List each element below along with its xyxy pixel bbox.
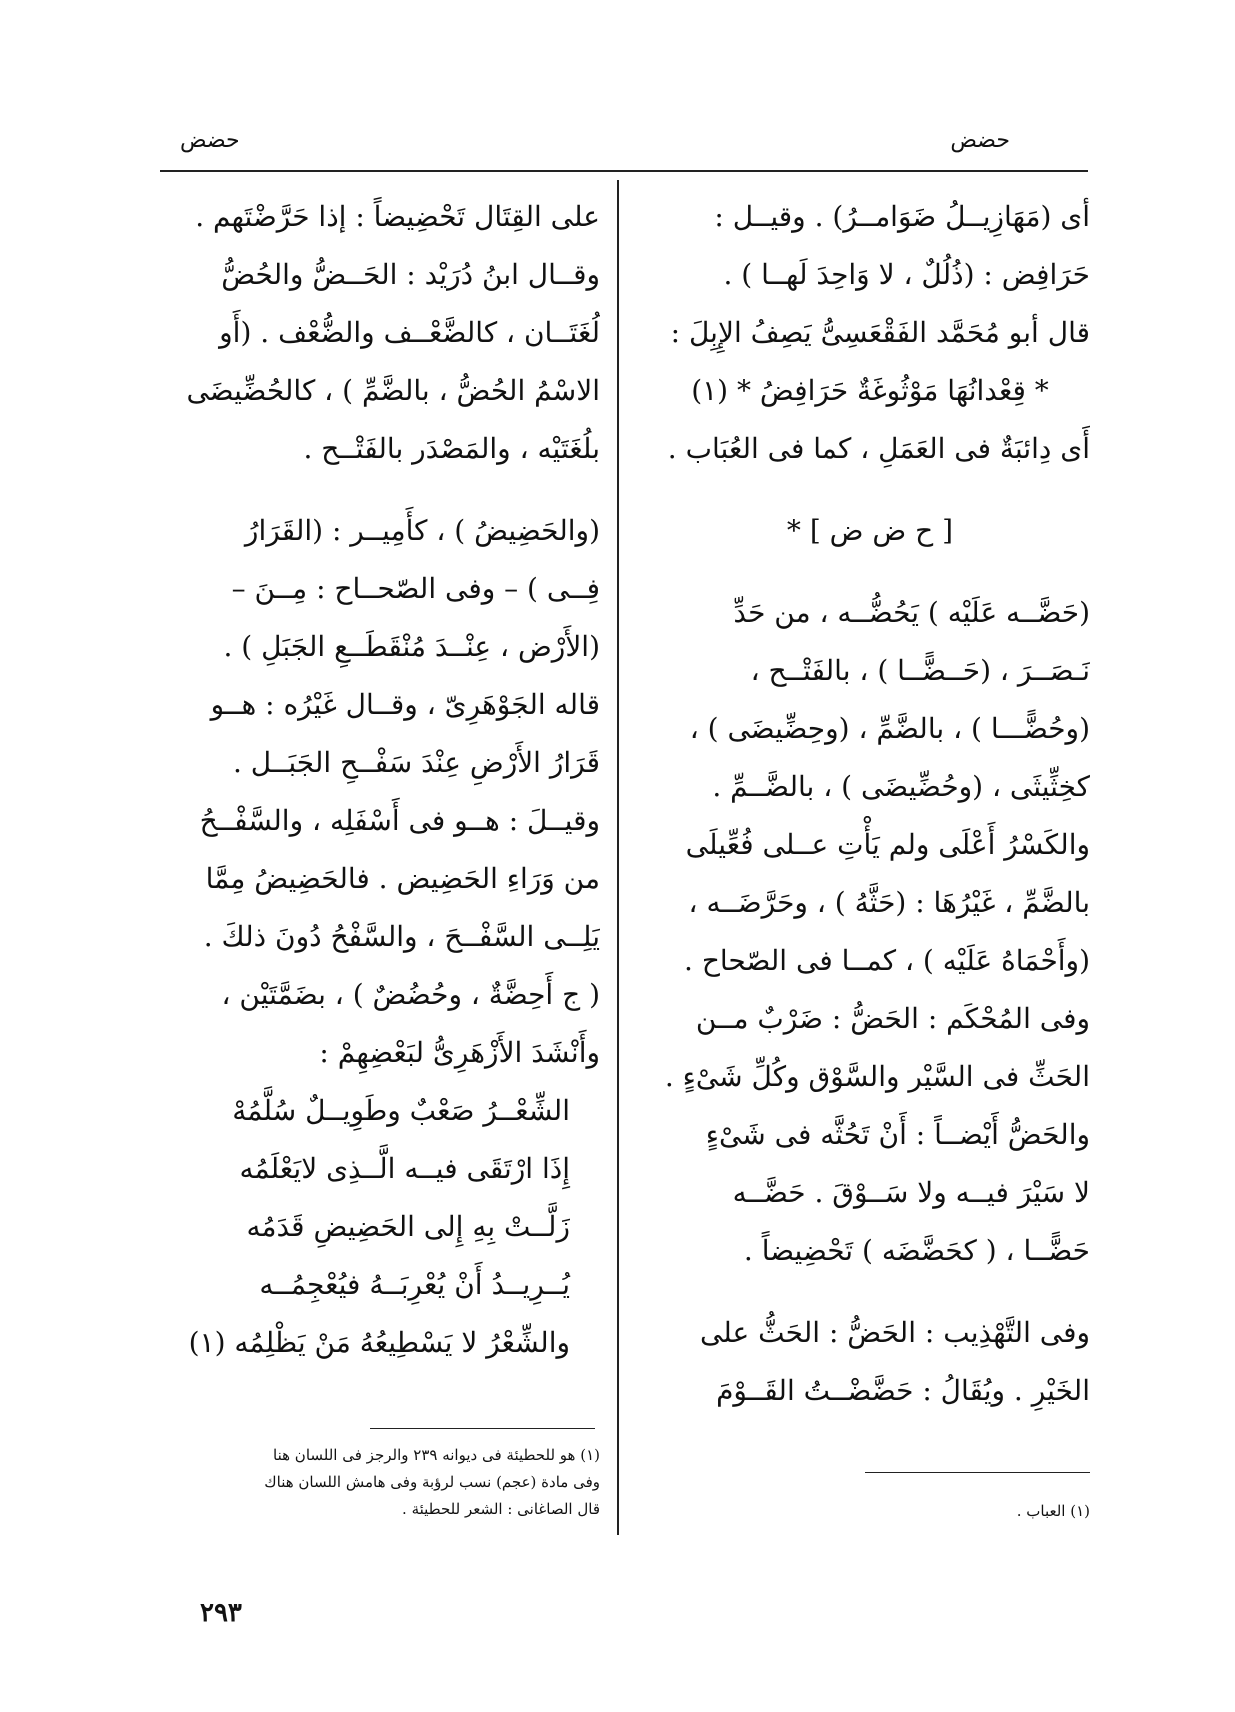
- text-line: أى (مَهَازِيــلُ ضَوَامــرُ) . وقيــل :: [714, 200, 1090, 233]
- text-line: فِــى ) – وفى الصّحــاح : مِــنَ –: [231, 572, 600, 605]
- text-line: والكَسْرُ أَعْلَى ولم يَأْتِ عــلى فُعِّيلَى: [685, 828, 1090, 861]
- text-line: (وحُضًّـــا ) ، بالضَّمِّ ، (وحِضِّيضَى ) ،: [689, 712, 1090, 745]
- footnote-line: (١) هو للحطيئة فى ديوانه ٢٣٩ والرجز فى اللسان هنا: [273, 1446, 600, 1464]
- running-header-left: حضض: [180, 128, 240, 153]
- verse-line: زَلَّــتْ بِهِ إِلى الحَضِيضِ قَدَمُه: [246, 1210, 570, 1243]
- footnote-line: قال الصاغانى : الشعر للحطيئة .: [402, 1500, 600, 1518]
- text-line: الخَيْرِ . ويُقَالُ : حَضَّضْــتُ القَــوْمَ: [716, 1374, 1090, 1407]
- footnote-line: وفى مادة (عجم) نسب لرؤبة وفى هامش اللسان هناك: [264, 1473, 600, 1491]
- text-line: (الأَرْض ، عِنْــدَ مُنْقَطَــعِ الجَبَلِ ) .: [223, 630, 600, 663]
- text-line: (حَضَّــه عَلَيْه ) يَحُضُّــه ، من حَدِّ: [733, 596, 1090, 629]
- footnote-right: (١) العباب .: [1016, 1502, 1090, 1520]
- text-line: وأَنْشَدَ الأَزْهَرِىُّ لبَعْضِهِمْ :: [319, 1036, 600, 1069]
- text-line: حَضًّــا ، ( كحَضَّضَه ) تَحْضِيضاً .: [743, 1234, 1090, 1267]
- text-line: ( ج أَحِضَّةٌ ، وحُضُضٌ ) ، بضَمَّتَيْن ،: [221, 978, 600, 1011]
- text-line: وفى المُحْكَم : الحَضُّ : ضَرْبٌ مــن: [695, 1002, 1090, 1035]
- text-line: لا سَيْرَ فيــه ولا سَــوْقَ . حَضَّــه: [732, 1176, 1090, 1209]
- text-line: من وَرَاءِ الحَضِيض . فالحَضِيضُ مِمَّا: [205, 862, 600, 895]
- text-line: على القِتَال تَحْضِيضاً : إذا حَرَّضْتَهم .: [195, 200, 600, 233]
- right-column: [650, 188, 1090, 1420]
- footnote-left: [160, 1442, 600, 1523]
- verse-line: إِذَا ارْتَقَى فيــه الَّــذِى لايَعْلَمُه: [239, 1152, 570, 1185]
- verse-line: الشِّعْــرُ صَعْبٌ وطَوِيــلٌ سُلَّمُهْ: [232, 1094, 570, 1127]
- entry-heading: [ ح ض ض ] *: [786, 514, 954, 547]
- text-line: قال أبو مُحَمَّد الفَقْعَسِىُّ يَصِفُ الإِبِلَ :: [670, 316, 1090, 349]
- text-line: نَـصَــرَ ، (حَــضًّــا ) ، بالفَتْــح ،: [750, 654, 1090, 687]
- text-line: لُغَتَــان ، كالضَّعْــف والضُّعْف . (أَو: [219, 316, 600, 349]
- text-line: كخِثِّيثَى ، (وحُضِّيضَى ) ، بالضَّــمِّ .: [712, 770, 1090, 803]
- text-line: بلُغَتَيْه ، والمَصْدَر بالفَتْــح .: [303, 432, 600, 465]
- text-line: والحَضُّ أَيْضــاً : أَنْ تَحُثَّه فى شَىْءٍ: [705, 1118, 1090, 1151]
- text-line: الاسْمُ الحُضُّ ، بالضَّمِّ ) ، كالحُضِّيضَى: [186, 374, 600, 407]
- page-number: ٢٩٣: [200, 1598, 242, 1628]
- left-column: [160, 188, 600, 1372]
- verse-line: يُــرِيــدُ أَنْ يُعْرِبَــهُ فيُعْجِمُــه: [259, 1268, 570, 1301]
- footnote-rule-right: [865, 1472, 1090, 1473]
- text-line: وفى التَّهْذِيب : الحَضُّ : الحَثُّ على: [699, 1316, 1090, 1349]
- text-line: وقــال ابنُ دُرَيْد : الحَــضُّ والحُضُّ: [221, 258, 600, 291]
- text-line: وقيــلَ : هــو فى أَسْفَلِه ، والسَّفْــحُ: [199, 804, 600, 837]
- text-line: (وأَحْمَاهُ عَلَيْه ) ، كمــا فى الصّحاح .: [684, 944, 1090, 977]
- text-line: يَلِــى السَّفْــحَ ، والسَّفْحُ دُونَ ذلكَ .: [203, 920, 600, 953]
- text-line: قاله الجَوْهَرِىّ ، وقــال غَيْرُه : هــو: [210, 688, 600, 721]
- text-line: حَرَافِض : (ذُلُلٌ ، لا وَاحِدَ لَهــا ) .: [723, 258, 1090, 291]
- header-rule: [160, 170, 1088, 172]
- footnote-rule-left: [370, 1428, 595, 1429]
- text-line: الحَثِّ فى السَّيْر والسَّوْق وكُلِّ شَىْءٍ .: [664, 1060, 1090, 1093]
- column-divider: [617, 180, 619, 1535]
- running-header-right: حضض: [950, 128, 1010, 153]
- verse-line: والشِّعْرُ لا يَسْطِيعُهُ مَنْ يَظْلِمُه (١): [188, 1326, 570, 1359]
- text-line: أَى دِائبَةٌ فى العَمَلِ ، كما فى العُبَاب .: [667, 432, 1090, 465]
- text-line: قَرَارُ الأَرْضِ عِنْدَ سَفْــحِ الجَبَــل .: [232, 746, 600, 779]
- verse-line: * قِعْدانُهَا مَوْثُوغَةٌ حَرَافِضُ * (١): [691, 374, 1049, 407]
- text-line: بالضَّمِّ ، غَيْرُهَا : (حَثَّهُ ) ، وحَرَّضَــه ،: [688, 886, 1090, 919]
- text-line: (والحَضِيضُ ) ، كأَمِيــر : (القَرَارُ: [244, 514, 600, 547]
